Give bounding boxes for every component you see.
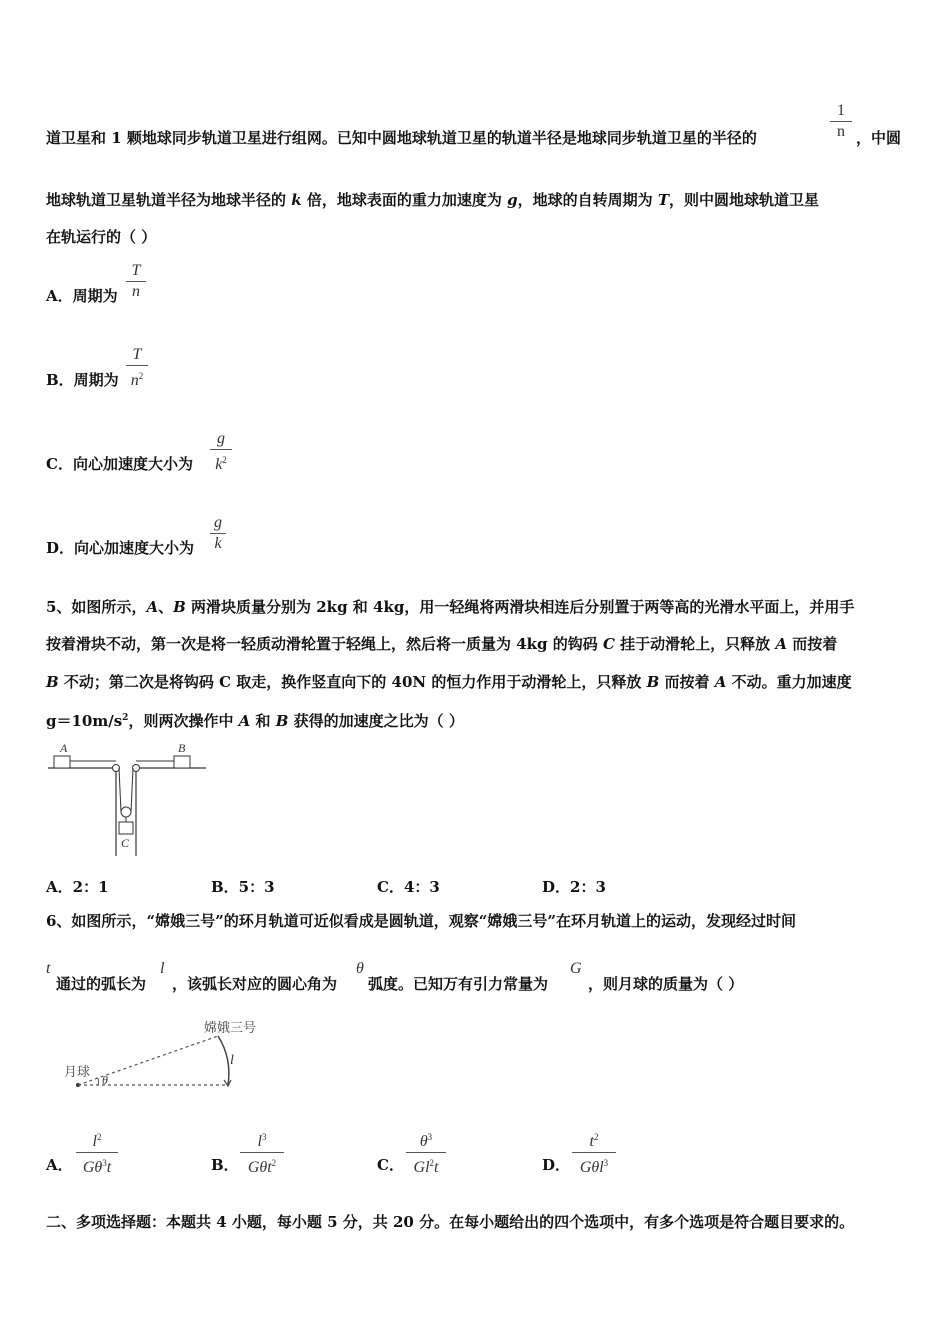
label-arc-l: l: [230, 1053, 234, 1068]
q4-stem-line1: 道卫星和 1 颗地球同步轨道卫星进行组网。已知中圆地球轨道卫星的轨道半径是地球同步轨道卫星的半径的: [46, 129, 757, 147]
fixed-pulley-left: [113, 765, 120, 772]
q5-stem-line1: 5、如图所示，A、B 两滑块质量分别为 2kg 和 4kg，用一轻绳将两滑块相连后分别置于两等高的光滑水平面上，并用手: [46, 598, 855, 616]
movable-pulley: [121, 807, 131, 817]
q6-stem-line2c: 弧度。已知万有引力常量为: [368, 975, 549, 993]
q6-option-a-fraction: $l^2$ $G\theta^3t$: [76, 1128, 118, 1177]
label-angle-theta: θ: [102, 1073, 108, 1087]
q6-option-c-fraction: $\theta^3$ Gl$^2$t: [406, 1128, 446, 1177]
block-a: [54, 756, 70, 768]
q6-symbol-g: G: [570, 960, 582, 977]
label-b: B: [178, 741, 186, 755]
label-moon: 月球: [64, 1065, 91, 1080]
q4-stem-line2: 地球轨道卫星轨道半径为地球半径的 k 倍，地球表面的重力加速度为 g，地球的自转周期为 T，则中圆地球轨道卫星: [46, 191, 820, 209]
q6-symbol-l: l: [160, 960, 165, 977]
rope-down-right: [131, 768, 133, 812]
q6-option-d-fraction: $t^2$ Gθl$^3$: [572, 1128, 616, 1177]
q6-option-b: B．: [211, 1156, 239, 1174]
q6-option-a: A．: [46, 1156, 73, 1174]
q4-stem-line3: 在轨运行的（ ）: [46, 228, 157, 246]
q4-option-c: C．向心加速度大小为: [46, 455, 193, 473]
block-c: [119, 822, 133, 834]
fixed-pulley-right: [133, 765, 140, 772]
label-c: C: [121, 836, 130, 850]
q5-stem-line4: $g=10m/s^2$，则两次操作中 A 和 B 获得的加速度之比为（ ）: [46, 712, 464, 730]
q4-stem-fraction: 1 n: [830, 102, 852, 141]
q6-stem-line2b: ，该弧长对应的圆心角为: [172, 975, 338, 993]
radius-slanted: [78, 1036, 218, 1085]
q4-stem-line1-tail: ，中圆: [856, 129, 902, 147]
arc-arrow: [224, 1080, 231, 1086]
q4-option-a-fraction: T n: [126, 262, 146, 301]
q4-option-b: B．周期为: [46, 371, 119, 389]
q5-stem-line3: B 不动；第二次是将钩码 C 取走，换作竖直向下的 40N 的恒力作用于动滑轮上，只释放 B 而按着 A 不动。重力加速度: [46, 673, 852, 691]
section2-heading: 二、多项选择题：本题共 4 小题，每小题 5 分，共 20 分。在每小题给出的四个选项中，有多个选项是符合题目要求的。: [46, 1213, 855, 1231]
q4-option-d: D．向心加速度大小为: [46, 539, 195, 557]
q6-symbol-theta: θ: [356, 960, 364, 977]
label-change3: 嫦娥三号: [204, 1021, 257, 1036]
q6-stem-line2a: 通过的弧长为: [56, 975, 147, 993]
q4-option-a: A．周期为: [46, 287, 118, 305]
q6-option-b-fraction: $l^3$ Gθt$^2$: [240, 1128, 284, 1177]
q5-option-d: D．2：3: [542, 878, 606, 896]
q6-stem-line1: 6、如图所示，“嫦娥三号”的环月轨道可近似看成是圆轨道，观察“嫦娥三号”在环月轨道上的运动，发现经过时间: [46, 912, 796, 930]
q6-option-c: C．: [377, 1156, 404, 1174]
q5-stem-line2: 按着滑块不动，第一次是将一轻质动滑轮置于轻绳上，然后将一质量为 4kg 的钩码 C 挂于动滑轮上，只释放 A 而按着: [46, 635, 838, 653]
q4-option-d-fraction: g k: [210, 514, 226, 553]
q5-option-a: A．2：1: [46, 878, 109, 896]
q5-pulley-figure: [44, 740, 210, 860]
q6-option-d: D．: [542, 1156, 571, 1174]
q5-option-b: B．5：3: [211, 878, 275, 896]
rope-down-left: [119, 768, 121, 812]
q4-option-c-fraction: g $k^2$: [210, 430, 232, 474]
orbit-arc: [218, 1036, 229, 1085]
block-b: [174, 756, 190, 768]
q5-option-c: C．4：3: [377, 878, 440, 896]
q6-symbol-t: t: [46, 960, 51, 977]
q6-stem-line2d: ，则月球的质量为（ ）: [588, 975, 744, 993]
label-a: A: [60, 741, 68, 755]
q4-option-b-fraction: T $n^2$: [126, 346, 148, 390]
q6-orbit-figure: [60, 1014, 280, 1098]
